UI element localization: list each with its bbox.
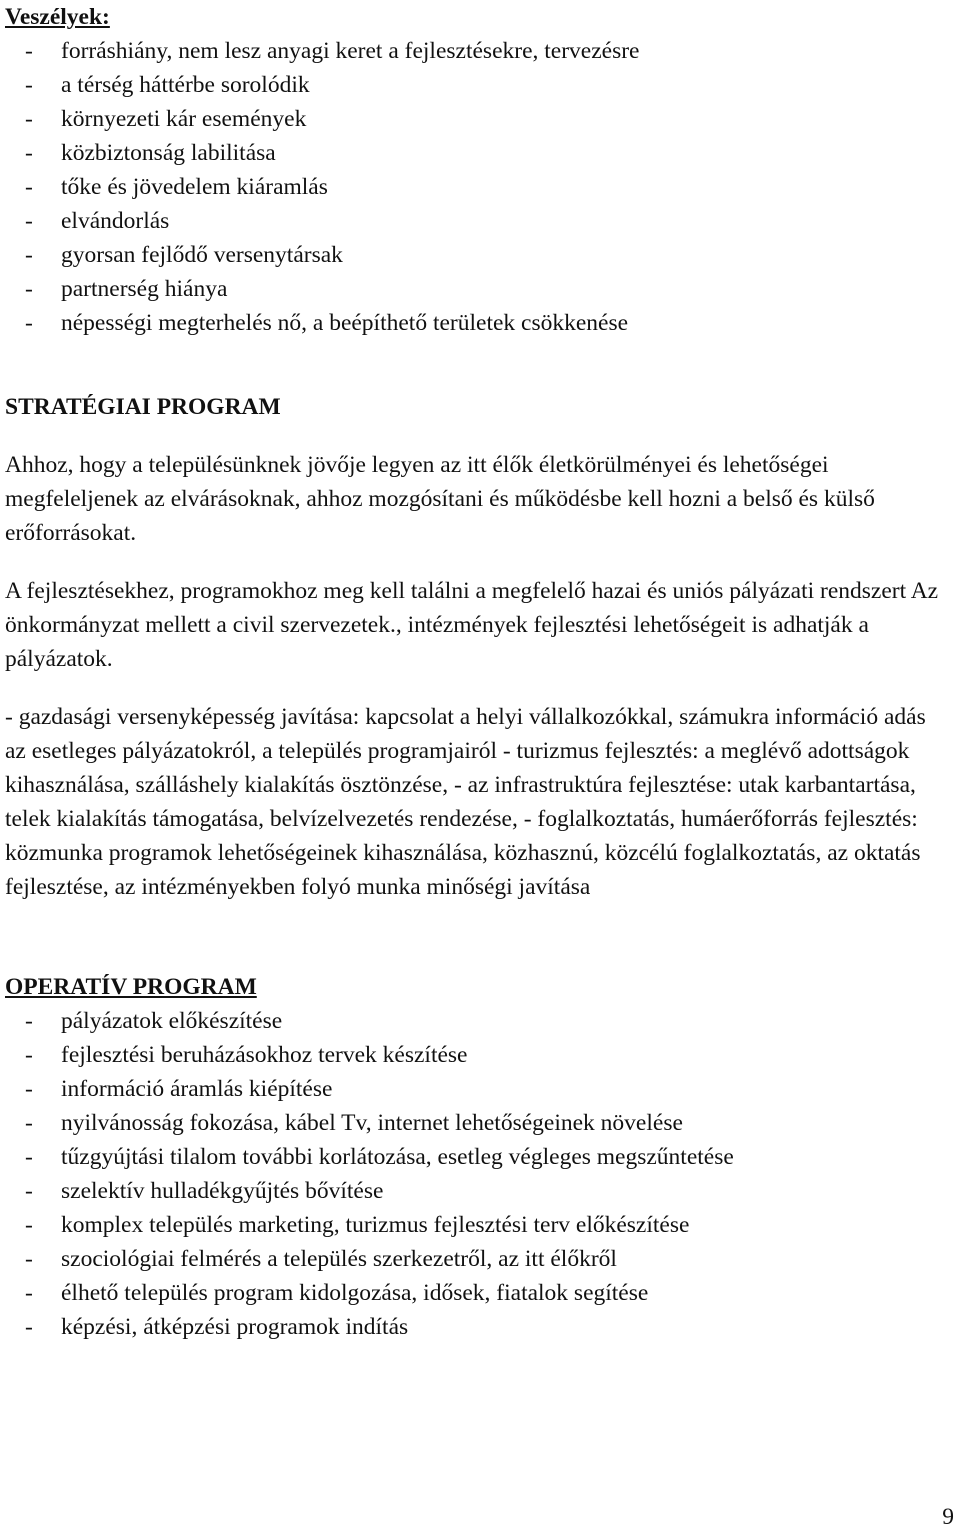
- strategic-paragraph-1: Ahhoz, hogy a településünknek jövője legyen az itt élők életkörülményei és lehetőségei megfeleljenek az elvárásoknak, ahhoz mozgósítani és működésbe kell hozni a belső és külső erőforrásokat.: [5, 452, 875, 546]
- list-item: - pályázatok előkészítése: [5, 1004, 950, 1038]
- operative-program-heading: OPERATÍV PROGRAM: [5, 974, 257, 1000]
- threats-list: [5, 34, 950, 340]
- list-item: - közbiztonság labilitása: [5, 136, 950, 170]
- strategic-program-heading: STRATÉGIAI PROGRAM: [5, 394, 281, 420]
- document-page: [5, 0, 950, 1344]
- list-item: - elvándorlás: [5, 204, 950, 238]
- page-number: 9: [942, 1504, 954, 1530]
- list-item: - gyorsan fejlődő versenytársak: [5, 238, 950, 272]
- list-item: - tőke és jövedelem kiáramlás: [5, 170, 950, 204]
- list-item: - komplex település marketing, turizmus fejlesztési terv előkészítése: [5, 1208, 950, 1242]
- list-item: - népességi megterhelés nő, a beépíthető területek csökkenése: [5, 306, 950, 340]
- list-item: - partnerség hiánya: [5, 272, 950, 306]
- list-item: - a térség háttérbe sorolódik: [5, 68, 950, 102]
- list-item: - környezeti kár események: [5, 102, 950, 136]
- list-item: - forráshiány, nem lesz anyagi keret a fejlesztésekre, tervezésre: [5, 34, 950, 68]
- operative-list: [5, 1004, 950, 1344]
- list-item: - képzési, átképzési programok indítás: [5, 1310, 950, 1344]
- list-item: - szelektív hulladékgyűjtés bővítése: [5, 1174, 950, 1208]
- list-item: - élhető település program kidolgozása, idősek, fiatalok segítése: [5, 1276, 950, 1310]
- threats-heading: Veszélyek:: [5, 4, 110, 30]
- list-item: - nyilvánosság fokozása, kábel Tv, internet lehetőségeinek növelése: [5, 1106, 950, 1140]
- list-item: - fejlesztési beruházásokhoz tervek készítése: [5, 1038, 950, 1072]
- list-item: - szociológiai felmérés a település szerkezetről, az itt élőkről: [5, 1242, 950, 1276]
- list-item: - információ áramlás kiépítése: [5, 1072, 950, 1106]
- strategic-paragraph-3: - gazdasági versenyképesség javítása: kapcsolat a helyi vállalkozókkal, számukra információ adás az esetleges pályázatokról, a település programjairól - turizmus fejlesztés: a meglévő adottságok kihasználása, szálláshely kialakítás ösztönzése, - az infrastruktúra fejlesztése: utak karbantartása, telek kialakítás támogatása, belvízelvezetés rendezése, - foglalkoztatás, humáerőforrás fejlesztés: közmunka programok lehetőségeinek kihasználása, közhasznú, közcélú foglalkoztatás, az oktatás fejlesztése, az intézményekben folyó munka minőségi javítása: [5, 704, 926, 900]
- strategic-paragraph-2: A fejlesztésekhez, programokhoz meg kell találni a megfelelő hazai és uniós pályázati rendszert Az önkormányzat mellett a civil szervezetek., intézmények fejlesztési lehetőségeit is adhatják a pályázatok.: [5, 578, 939, 672]
- list-item: - tűzgyújtási tilalom további korlátozása, esetleg végleges megszűntetése: [5, 1140, 950, 1174]
